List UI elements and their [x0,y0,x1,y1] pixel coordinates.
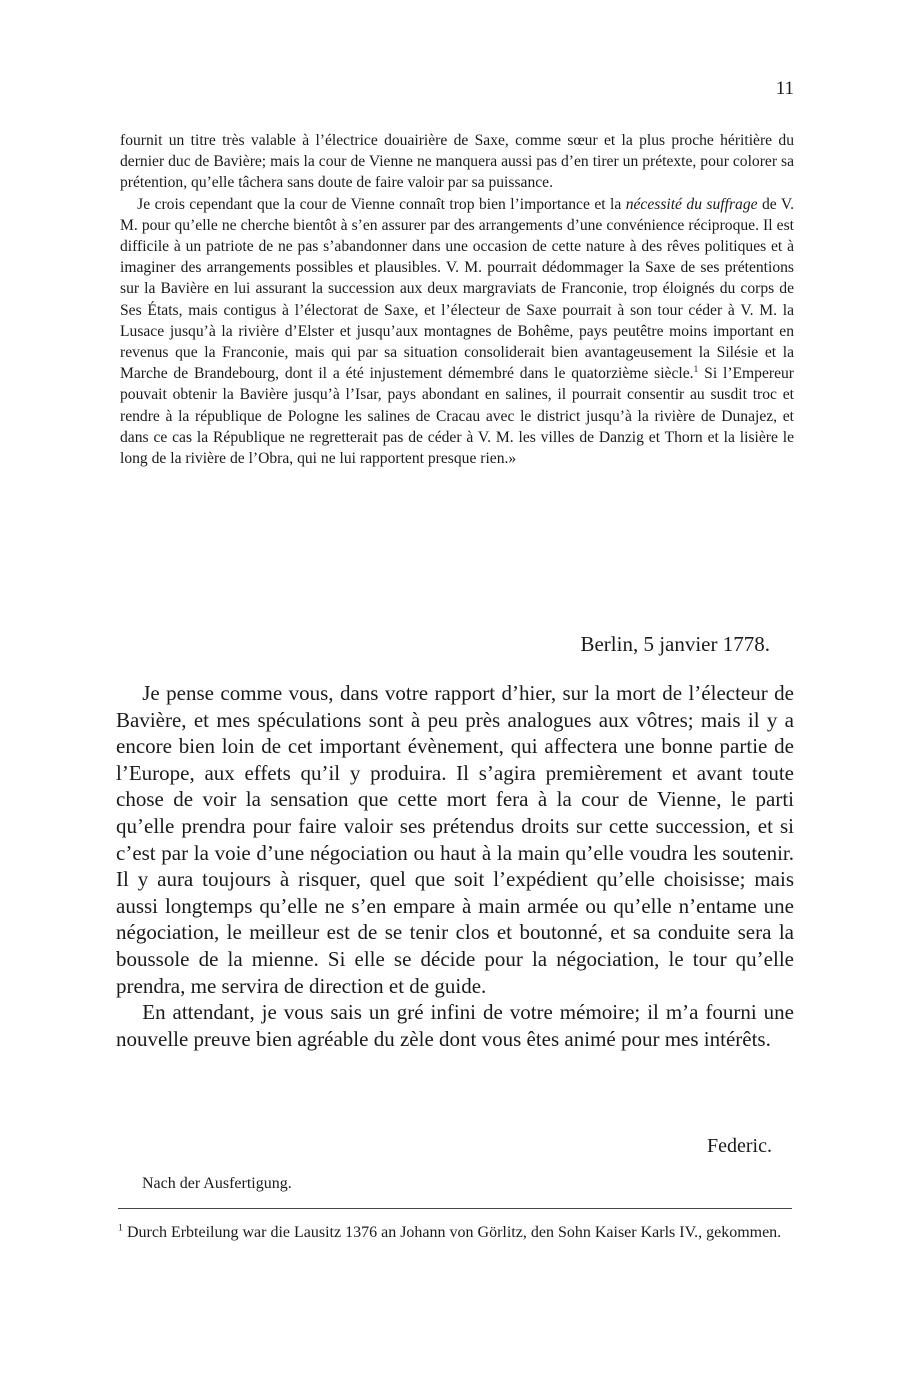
dateline: Berlin, 5 janvier 1778. [580,632,770,656]
footnote [118,1222,792,1243]
quote-text-run: Je crois cependant que la cour de Vienne connaît trop bien l’importance et la [137,195,626,213]
footnote-reference: 1 [693,364,699,376]
footnote-marker: 1 [118,1222,123,1234]
quote-text-run: nécessité du suffrage [625,195,758,213]
quote-paragraph [120,194,794,470]
footnote-divider [118,1208,792,1209]
signature: Federic. [707,1135,772,1157]
letter-paragraph: En attendant, je vous sais un gré infini de votre mémoire; il m’a fourni une nouvelle preuve bien agréable du zèle dont vous êtes animé pour mes intérêts. [116,1000,794,1051]
quote-paragraph [120,130,794,194]
letter-paragraph: Je pense comme vous, dans votre rapport d’hier, sur la mort de l’électeur de Bavière, et mes spéculations sont à peu près analogues aux vôtres; mais il y a encore bien loin de cet important évènement, qui affectera une bonne partie de l’Europe, aux effets qu’il y produira. Il s’agira premièrement et avant toute chose de voir la sensation que cette mort fera à la cour de Vienne, le parti qu’elle prendra pour faire valoir ses prétendus droits sur cette succession, et si c’est par la voie d’une négociation ou haut à la main qu’elle voudra les soutenir. Il y aura toujours à risquer, quel que soit l’expédient qu’elle choisisse; mais aussi longtemps qu’elle ne s’en empare à main armée ou qu’elle n’entame une négociation, le meilleur est de se tenir clos et boutonné, et sa conduite sera la boussole de la mienne. Si elle se décide pour la négociation, le tour qu’elle prendra, me servira de direction et de guide. [116,681,794,998]
source-note: Nach der Ausfertigung. [142,1175,292,1192]
letter-body [116,680,794,1052]
page-number: 11 [775,78,794,99]
quote-text-run: de V. M. pour qu’elle ne cherche bientôt à s’en assurer par des arrangements d’une convénience réciproque. Il est difficile à un patriote de ne pas s’abandonner dans une occasion de cette nature à des rêves politiques et à imaginer des arrangements possibles et plausibles. V. M. pourrait dédommager la Saxe de ses prétentions sur la Bavière en lui assurant la succession aux deux margraviats de Franconie, trop éloignés du corps de Ses États, mais contigus à l’électorat de Saxe, et l’électeur de Saxe pourrait à son tour céder à V. M. la Lusace jusqu’à la rivière d’Elster et jusqu’aux montagnes de Bohême, pays peutêtre moins important en revenus que la Franconie, mais qui par sa situation consoliderait bien avantageusement la Silésie et la Marche de Brandebourg, dont il a été injustement démembré dans le quatorzième siècle. [120,195,794,383]
quote-text-run: fournit un titre très valable à l’électrice douairière de Saxe, comme sœur et la plus proche héritière du dernier duc de Bavière; mais la cour de Vienne ne manquera aussi pas d’en tirer un prétexte, pour colorer sa prétention, qu’elle tâchera sans doute de faire valoir par sa puissance. [120,132,794,192]
quoted-report-text [120,130,794,469]
footnote-text: Durch Erbteilung war die Lausitz 1376 an Johann von Görlitz, den Sohn Kaiser Karls IV., gekommen. [122,1224,782,1241]
quote-text-run: Si l’Empereur pouvait obtenir la Bavière jusqu’à l’Isar, pays abondant en salines, il pourrait consentir au susdit troc et rendre à la république de Pologne les salines de Cracau avec le district jusqu’à la rivière de Dunajez, et dans ce cas la République ne regretterait pas de céder à V. M. les villes de Danzig et Thorn et la lisière le long de la rivière de l’Obra, qui ne lui rapportent presque rien.» [120,365,795,468]
